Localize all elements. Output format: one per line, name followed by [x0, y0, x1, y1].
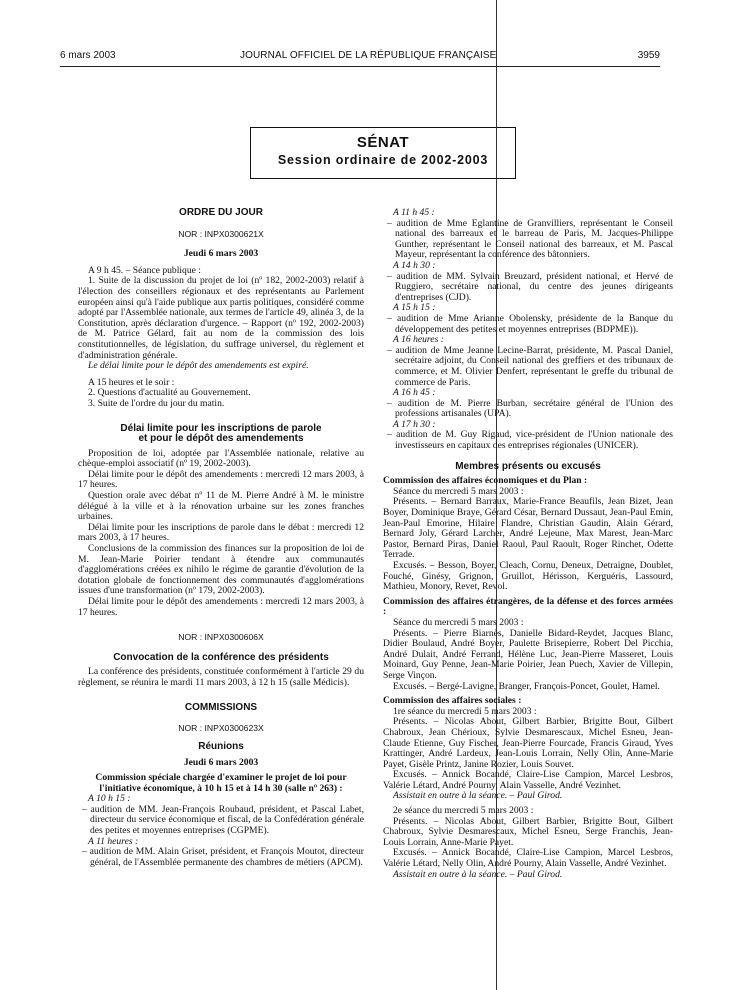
header-rule	[60, 66, 660, 67]
date-heading: Jeudi 6 mars 2003	[183, 757, 259, 769]
paragraph: Question orale avec débat nº 11 de M. Pierre André à M. le ministre délégué à la ville et à la rénovation urbaine sur les zones franches urbaines.	[78, 490, 364, 523]
audition-item: – audition de M. Pierre Burban, secrétaire général de l'Union des professions artisanales (UPA).	[387, 397, 673, 420]
time-label: A 15 h 15 :	[393, 302, 436, 314]
paragraph: 1. Suite de la discussion du projet de loi (nº 182, 2002-2003) relatif à l'élection des conseillers régionaux et des représentants au Parlement européen ainsi qu'à l'aide publique aux partis politiques, considéré comme adopté par l'Assemblée nationale, aux termes de l'article 49, alinéa 3, de la Constitution, après déclaration d'urgence. – Rapport (nº 192, 2002-2003) de M. Patrice Gélard, fait au nom de la commission des lois constitutionnelles, de législation, du suffrage universel, du règlement et d'administration générale.	[78, 275, 364, 361]
presents-list: Présents. – Nicolas About, Gilbert Barbier, Brigitte Bout, Gilbert Chabroux, Sylvie Desmarescaux, Michel Esneu, Serge Franchis, Jean-Louis Lorrain, Anne-Marie Payet.	[383, 815, 673, 848]
paragraph: Délai limite pour le dépôt des amendements : mercredi 12 mars 2003, à 17 heures.	[78, 596, 364, 618]
time-label: A 10 h 15 :	[88, 793, 131, 805]
paragraph: Le délai limite pour le dépôt des amendements est expiré.	[88, 360, 309, 372]
commissions-heading: COMMISSIONS	[184, 701, 258, 713]
audition-item: – audition de Mme Eglantine de Granvilliers, représentant le Conseil national des barreaux et le barreau de Paris, M. Jacques-Philippe Gunther, représentant le Conseil national des barreaux, et M. Pascal Mayeur, représentant la conférence des bâtonniers.	[387, 217, 673, 261]
time-label: A 17 h 30 :	[393, 418, 436, 430]
commission-heading: Commission des affaires sociales :	[383, 695, 522, 707]
excuses-list: Excusés. – Bergé-Lavigne, Branger, François-Poncet, Goulet, Hamel.	[393, 680, 660, 692]
right-column	[383, 208, 673, 880]
time-label: A 11 h 45 :	[393, 207, 435, 218]
assistait-line: Assistait en outre à la séance. – Paul Girod.	[393, 790, 563, 802]
commission-heading: Commission des affaires économiques et du Plan :	[383, 475, 588, 487]
assistait-line: Assistait en outre à la séance. – Paul Girod.	[393, 868, 563, 880]
time-label: A 16 h 45 :	[393, 387, 436, 399]
audition-item: – audition de M. Guy Rigaud, vice-président de l'Union nationale des investisseurs en capitaux des entreprises régionales (UNICER).	[387, 429, 673, 452]
nor-reference: NOR : INPX0300621X	[178, 228, 264, 239]
time-label: A 14 h 30 :	[393, 259, 436, 271]
seance-label: 2e séance du mercredi 5 mars 2003 :	[393, 805, 534, 817]
delai-heading: et pour le dépôt des amendements	[138, 433, 304, 445]
left-column	[78, 208, 364, 868]
excuses-list: Excusés. – Annick Bocandé, Claire-Lise Campion, Marcel Lesbros, Valérie Létard, Nelly Olin, André Pourny, Alain Vasselle, André Vezinhet.	[383, 847, 673, 870]
header-date: 6 mars 2003	[60, 50, 116, 61]
paragraph: 3. Suite de l'ordre du jour du matin.	[88, 397, 225, 409]
time-label: A 16 heures :	[393, 334, 444, 346]
audition-item: – audition de MM. Alain Griset, président, et François Moutot, directeur général, de l'Assemblée permanente des chambres de métiers (APCM).	[82, 846, 364, 868]
audition-item: – audition de Mme Arianne Obolensky, présidente de la Banque du développement des petites et moyennes entreprises (BDPME)).	[387, 312, 673, 335]
delai-heading: Délai limite pour les inscriptions de parole	[120, 422, 322, 434]
seance-label: Séance du mercredi 5 mars 2003 :	[393, 485, 524, 497]
paragraph: A 9 h 45. – Séance publique :	[88, 264, 201, 276]
commission-heading: Commission des affaires étrangères, de la défense et des forces armées :	[383, 595, 673, 618]
session-title: Session ordinaire de 2002-2003	[277, 153, 489, 167]
membres-heading: Membres présents ou excusés	[455, 460, 601, 472]
paragraph: A 15 heures et le soir :	[88, 376, 175, 388]
nor-reference: NOR : INPX0300623X	[178, 723, 264, 734]
excuses-list: Excusés. – Annick Bocandé, Claire-Lise Campion, Marcel Lesbros, Valérie Létard, André Pourny, Alain Vasselle, André Vezinhet.	[383, 769, 673, 791]
seance-label: 1re séance du mercredi 5 mars 2003 :	[393, 705, 537, 717]
header-journal: JOURNAL OFFICIEL DE LA RÉPUBLIQUE FRANÇAISE	[240, 50, 497, 61]
header-page-number: 3959	[637, 50, 660, 61]
reunions-heading: Réunions	[198, 740, 244, 752]
date-heading: Jeudi 6 mars 2003	[183, 248, 259, 260]
paragraph: 2. Questions d'actualité au Gouvernement.	[88, 387, 251, 399]
presents-list: Présents. – Bernard Barraux, Marie-France Beaufils, Jean Bizet, Jean Boyer, Dominique Braye, Gérard César, Bernard Dussaut, Jean-Paul Emin, Jean-Paul Emorine, Hilaire Flandre, Christian Gaudin, Alain Gérard, Bernard Joly, Gérard Larcher, André Lejeune, Max Marest, Jean-Marc Pastor, Bernard Piras, Daniel Raoul, Paul Raoult, Roger Rinchet, Odette Terrade.	[383, 496, 673, 561]
ordre-du-jour-heading: ORDRE DU JOUR	[179, 207, 263, 218]
nor-reference: NOR : INPX0300606X	[178, 632, 264, 643]
presents-list: Présents. – Pierre Biarnès, Danielle Bidard-Reydet, Jacques Blanc, Didier Boulaud, André Boyer, Paulette Brisepierre, Robert Del Picchia, André Dulait, André Ferrand, Hélène Luc, Jean-Pierre Masseret, Louis Moinard, Guy Penne, Jean-Marie Poirier, Jean Puech, Xavier de Villepin, Serge Vinçon.	[383, 627, 673, 681]
paragraph: La conférence des présidents, constituée conformément à l'article 29 du règlement, se réunira le mardi 11 mars 2003, à 12 h 15 (salle Médicis).	[78, 666, 364, 688]
paragraph: Délai limite pour les inscriptions de parole dans le débat : mercredi 12 mars 2003, à 17 heures.	[78, 521, 364, 544]
audition-item: – audition de MM. Jean-François Roubaud, président, et Pascal Labet, directeur du service économique et fiscal, de la Confédération générale des petites et moyennes entreprises (CGPME).	[82, 803, 364, 836]
paragraph: Proposition de loi, adoptée par l'Assemblée nationale, relative au chèque-emploi associatif (nº 19, 2002-2003).	[78, 447, 364, 470]
paragraph: Conclusions de la commission des finances sur la proposition de loi de M. Jean-Marie Poirier tendant à étendre aux communautés d'agglomérations créées ex nihilo le régime de garantie d'évolution de la dotation globale de fonctionnement des communautés d'agglomérations issues d'une transformation (nº 179, 2002-2003).	[78, 543, 364, 597]
time-label: A 11 heures :	[88, 835, 139, 847]
title-box	[250, 127, 516, 179]
running-header	[60, 50, 660, 66]
paragraph: Délai limite pour le dépôt des amendements : mercredi 12 mars 2003, à 17 heures.	[78, 468, 364, 491]
audition-item: – audition de MM. Sylvain Breuzard, président national, et Hervé de Ruggiero, secrétaire national, du centre des jeunes dirigeants d'entreprises (CJD).	[387, 270, 673, 303]
commission-heading: Commission spéciale chargée d'examiner le projet de loi pour l'initiative économique, à 10 h 15 et à 14 h 30 (salle nº 263) :	[95, 771, 347, 794]
convocation-heading: Convocation de la conférence des présidents	[113, 651, 329, 663]
excuses-list: Excusés. – Besson, Boyer, Cleach, Cornu, Deneux, Detraigne, Doublet, Fouché, Ginésy, Grignon, Gruillot, Hérisson, Kerguéris, Lassourd, Mathieu, Monory, Revet, Revol.	[383, 560, 673, 593]
seance-label: Séance du mercredi 5 mars 2003 :	[393, 616, 524, 628]
presents-list: Présents. – Nicolas About, Gilbert Barbier, Brigitte Bout, Gilbert Chabroux, Jean Chérioux, Sylvie Desmarescaux, Michel Esneu, Jean-Claude Etienne, Guy Fischer, Jean-Pierre Fourcade, Francis Giraud, Yves Krattinger, André Lardeux, Jean-Louis Lorrain, Nelly Olin, Anne-Marie Payet, Gisèle Printz, Janine Rozier, Louis Souvet.	[383, 716, 673, 770]
audition-item: – audition de Mme Jeanne Lecine-Barrat, présidente, M. Pascal Daniel, secrétaire adjoint, du Conseil national des greffiers et des tribunaux de commerce, et M. Olivier Denfert, représentant le greffe du tribunal de commerce de Paris.	[387, 344, 673, 388]
senat-title: SÉNAT	[356, 134, 410, 151]
